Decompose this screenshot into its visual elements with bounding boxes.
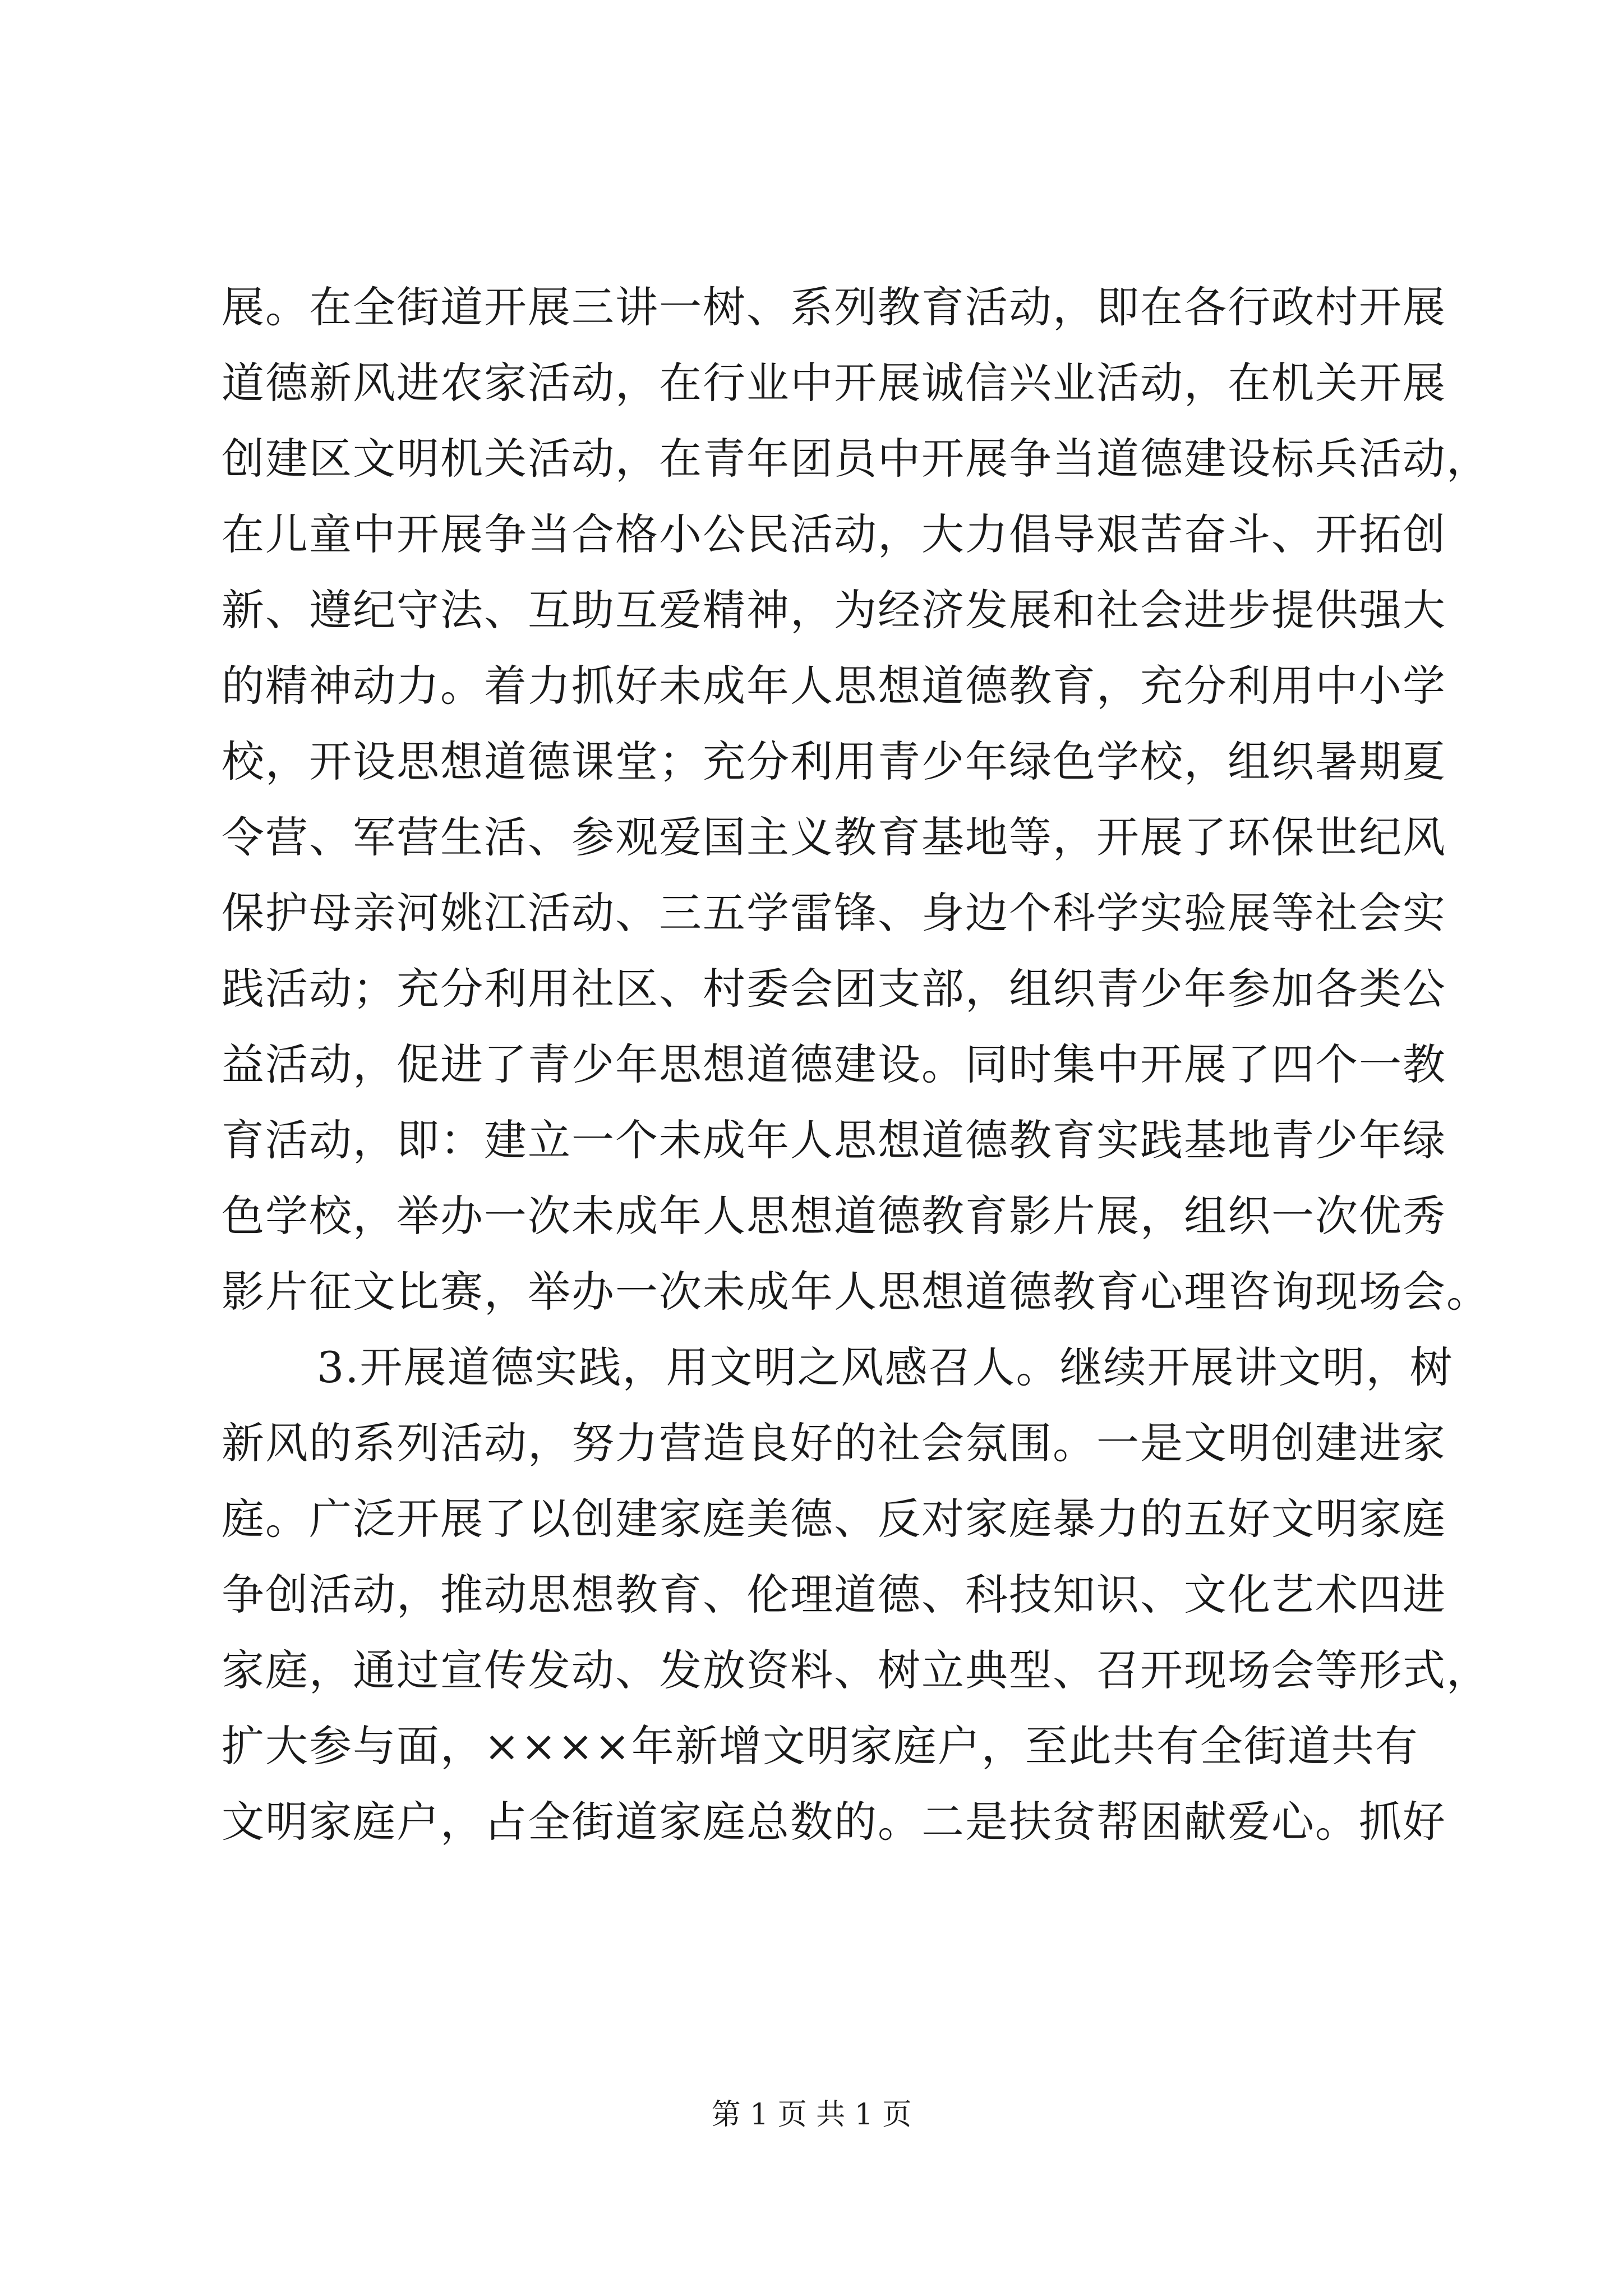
text-line: 践活动；充分利用社区、村委会团支部，组织青少年参加各类公 bbox=[222, 964, 1446, 1014]
text-line: 庭。广泛开展了以创建家庭美德、反对家庭暴力的五好文明家庭 bbox=[222, 1494, 1446, 1544]
text-line: 展。在全街道开展三讲一树、系列教育活动，即在各行政村开展 bbox=[222, 282, 1446, 332]
page-number: 第 1 页 共 1 页 bbox=[711, 2098, 912, 2132]
text-line-section-heading: 3.开展道德实践，用文明之风感召人。继续开展讲文明，树 bbox=[317, 1342, 1454, 1392]
text-line: 家庭，通过宣传发动、发放资料、树立典型、召开现场会等形式， bbox=[222, 1645, 1490, 1695]
text-line: 令营、军营生活、参观爱国主义教育基地等，开展了环保世纪风 bbox=[222, 812, 1446, 862]
page-footer bbox=[0, 2095, 1623, 2134]
text-line: 影片征文比赛，举办一次未成年人思想道德教育心理咨询现场会。 bbox=[222, 1267, 1490, 1317]
text-line: 文明家庭户，占全街道家庭总数的。二是扶贫帮困献爱心。抓好 bbox=[222, 1797, 1446, 1847]
body-text bbox=[222, 269, 1490, 1860]
text-line: 新风的系列活动，努力营造良好的社会氛围。一是文明创建进家 bbox=[222, 1418, 1446, 1468]
text-line: 道德新风进农家活动，在行业中开展诚信兴业活动，在机关开展 bbox=[222, 358, 1446, 408]
text-line: 扩大参与面，××××年新增文明家庭户，至此共有全街道共有 bbox=[222, 1721, 1419, 1771]
text-line: 色学校，举办一次未成年人思想道德教育影片展，组织一次优秀 bbox=[222, 1191, 1446, 1241]
text-line: 在儿童中开展争当合格小公民活动，大力倡导艰苦奋斗、开拓创 bbox=[222, 509, 1446, 559]
text-line: 创建区文明机关活动，在青年团员中开展争当道德建设标兵活动， bbox=[222, 434, 1490, 484]
text-line: 新、遵纪守法、互助互爱精神，为经济发展和社会进步提供强大 bbox=[222, 585, 1446, 635]
text-line: 保护母亲河姚江活动、三五学雷锋、身边个科学实验展等社会实 bbox=[222, 888, 1446, 938]
text-line: 益活动，促进了青少年思想道德建设。同时集中开展了四个一教 bbox=[222, 1039, 1446, 1089]
text-line: 争创活动，推动思想教育、伦理道德、科技知识、文化艺术四进 bbox=[222, 1570, 1446, 1619]
text-line: 校，开设思想道德课堂；充分利用青少年绿色学校，组织暑期夏 bbox=[222, 737, 1446, 786]
text-line: 的精神动力。着力抓好未成年人思想道德教育，充分利用中小学 bbox=[222, 661, 1446, 711]
text-line: 育活动，即：建立一个未成年人思想道德教育实践基地青少年绿 bbox=[222, 1115, 1446, 1165]
